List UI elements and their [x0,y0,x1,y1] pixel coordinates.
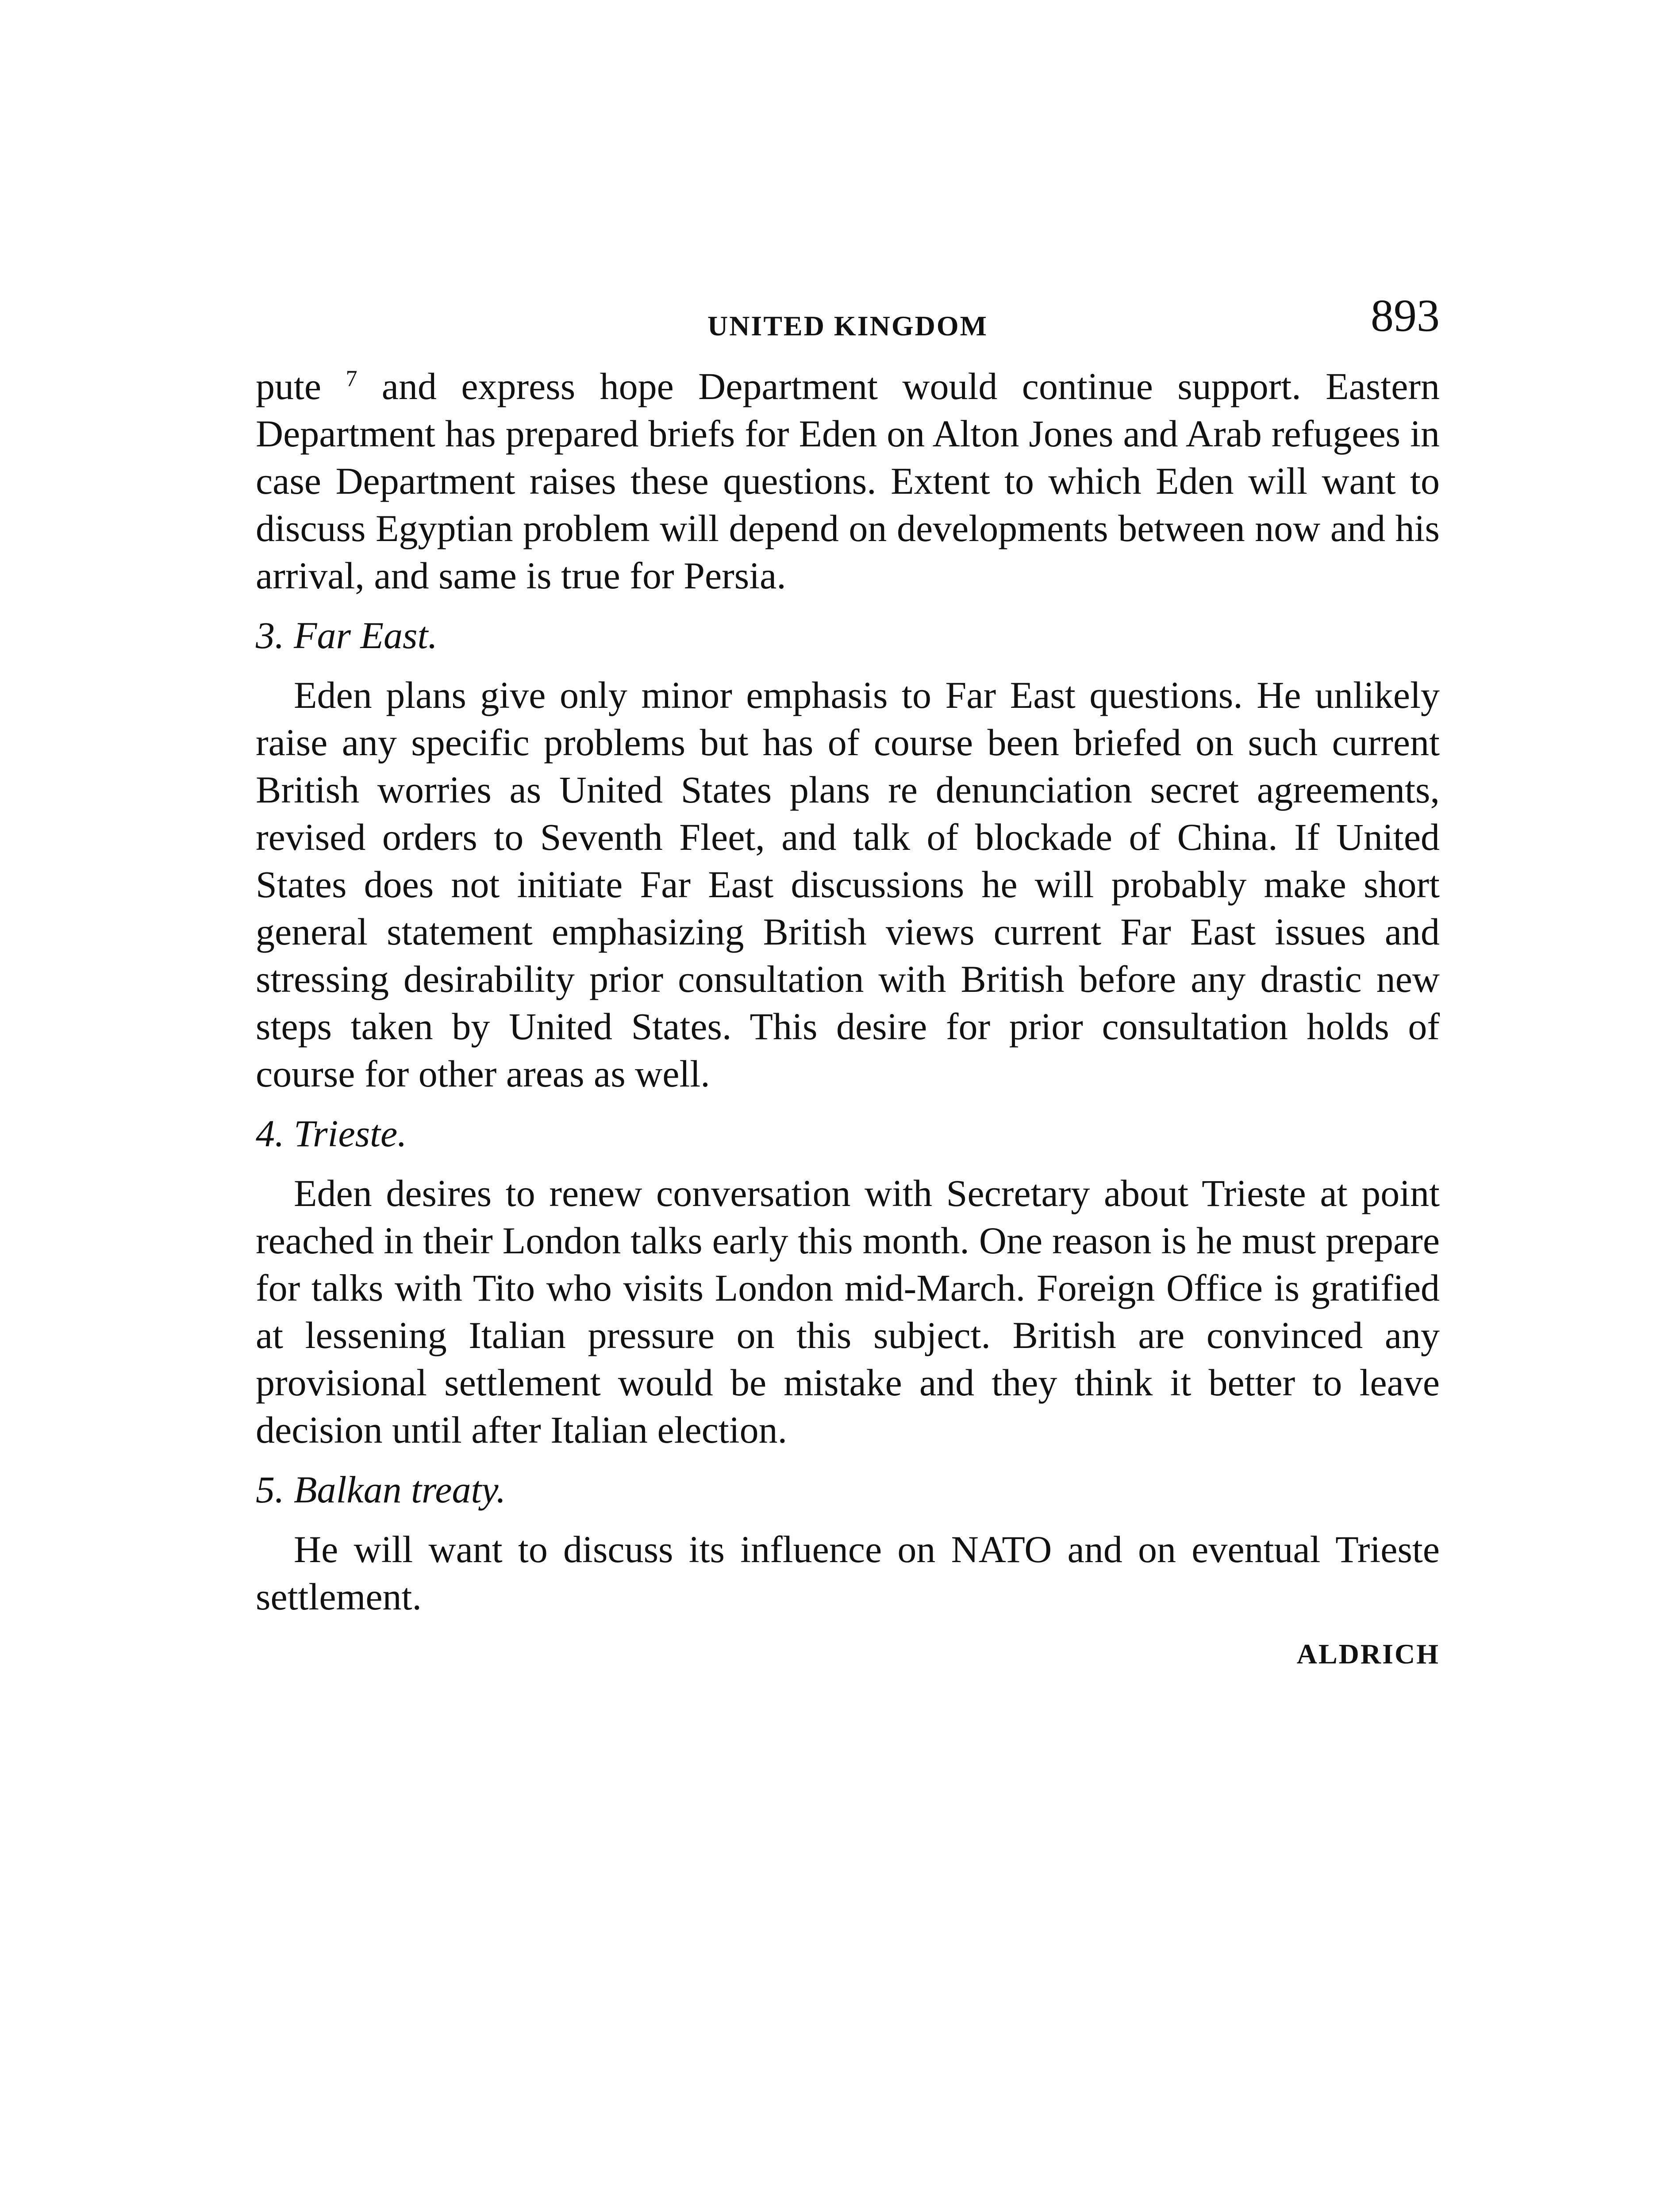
paragraph-trieste: Eden desires to renew conversation with Secretary about Trieste at point reached in their London talks early this month. One reason is he must prepare for talks with Tito who visits London mid-March. Foreign Office is gratified at lessening Italian pressure on this subject. British are convinced any provisional settlement would be mistake and they think it better to leave decision until after Italian election. [256,1172,1440,1451]
body-text [256,363,1440,1678]
paragraph-text: pute [256,365,346,407]
footnote-reference: 7 [346,366,357,392]
section-heading-trieste: 4. Trieste. [256,1112,407,1155]
signature: ALDRICH [1296,1638,1440,1670]
running-head: UNITED KINGDOM [707,310,988,342]
paragraph-far-east: Eden plans give only minor emphasis to Far East questions. He unlikely raise any specific problems but has of course been briefed on such current British worries as United States plans re denunciation secret agreements, revised orders to Seventh Fleet, and talk of blockade of China. If United States does not initiate Far East discussions he will probably make short general statement emphasizing British views current Far East issues and stressing desirability prior consultation with British before any drastic new steps taken by United States. This desire for prior consultation holds of course for other areas as well. [256,674,1440,1095]
paragraph-text: and express hope Department would continue support. Eastern Department has prepared briefs for Eden on Alton Jones and Arab refugees in case Department raises these questions. Extent to which Eden will want to discuss Egyptian problem will depend on developments between now and his arrival, and same is true for Persia. [256,365,1440,597]
paragraph-balkan-treaty: He will want to discuss its influence on NATO and on eventual Trieste settlement. [256,1528,1440,1618]
document-page [256,283,1440,1678]
page-header [256,283,1440,363]
section-heading-far-east: 3. Far East. [256,614,438,657]
section-heading-balkan-treaty: 5. Balkan treaty. [256,1468,506,1511]
paragraph-continuation [256,363,1440,599]
page-number: 893 [1371,290,1440,341]
